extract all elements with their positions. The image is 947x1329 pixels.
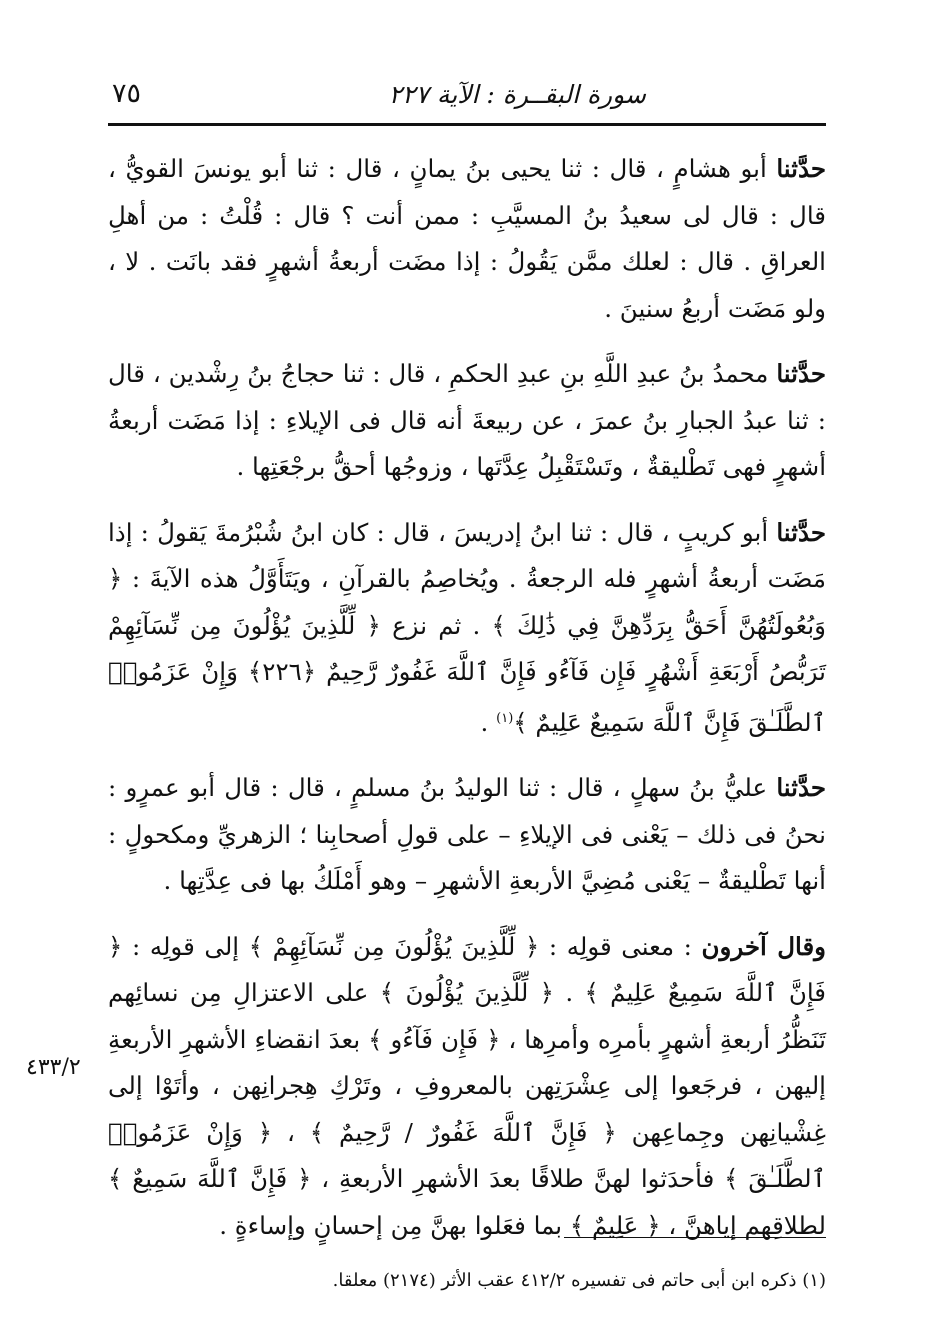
paragraph-text: أبو كريبٍ ، قال : ثنا ابنُ إدريسَ ، قال : كان ابنُ شُبْرُمةَ يَقولُ : إذا مَضَت أربعةُ أشهرٍ فله الرجعةُ . ويُخاصِمُ بالقرآنِ ، ويَتَأَوَّلُ هذه الآيةَ : ﴿ وَبُعُولَتُهُنَّ أَحَقُّ بِرَدِّهِنَّ فِي ذَٰلِكَ ﴾ . ثم نزع ﴿ لِّلَّذِينَ يُؤْلُونَ مِن نِّسَآئِهِمْ تَرَبُّصُ أَرْبَعَةِ أَشْهُرٍ فَإِن فَآءُو فَإِنَّ ٱللَّهَ غَفُورٌ رَّحِيمٌ ﴿٢٢٦﴾ وَإِنْ عَزَمُوا۟ ٱلطَّلَـٰقَ فَإِنَّ ٱللَّهَ سَمِيعٌ عَلِيمٌ ﴾ xyxy=(108,517,826,737)
paragraph-text: محمدُ بنُ عبدِ اللَّهِ بنِ عبدِ الحكمِ ، قال : ثنا حجاجُ بنُ رِشْدين ، قال : ثنا عبدُ الجبارِ بنُ عمرَ ، عن ربيعةَ أنه قال فى الإيلاءِ : إذا مَضَت أربعةُ أشهرٍ فهى تَطْليقةٌ ، وتَسْتَقْبِلُ عِدَّتَها ، وزوجُها أحقُّ برجْعَتِها . xyxy=(108,359,826,481)
footnote: (١) ذكره ابن أبى حاتم فى تفسيره ٤١٢/٢ عقب الأثر (٢١٧٤) معلقا. xyxy=(332,1270,826,1291)
paragraph-tail: . xyxy=(480,707,497,737)
footnote-reference: (١) xyxy=(496,710,514,726)
paragraph xyxy=(108,924,826,1250)
footnote-rule xyxy=(564,1237,826,1238)
header-rule xyxy=(108,123,826,126)
paragraph xyxy=(108,765,826,905)
page-header xyxy=(108,76,826,116)
paragraph-text: : معنى قولِه : ﴿ لِّلَّذِينَ يُؤْلُونَ مِن نِّسَآئِهِمْ ﴾ إلى قولِه : ﴿ فَإِنَّ ٱللَّهَ سَمِيعٌ عَلِيمٌ ﴾ . ﴿ لِّلَّذِينَ يُؤْلُونَ ﴾ على الاعتزالِ مِن نسائِهم تَنَظُّرُ أربعةِ أشهرٍ بأمرِه وأمرِها ، ﴿ فَإِن فَآءُو ﴾ بعدَ انقضاءِ الأشهرِ الأربعةِ إليهن ، فرجَعوا إلى عِشْرَتِهن بالمعروفِ ، وتَرْكِ هِجرانِهن ، وأتَوْا إلى غِشْيانِهن وجِماعِهن ﴿ فَإِنَّ ٱللَّهَ غَفُورٌ / رَّحِيمٌ ﴾ ، ﴿ وَإِنْ عَزَمُوا۟ ٱلطَّلَـٰقَ ﴾ فأحدَثوا لهنَّ طلاقًا بعدَ الأشهرِ الأربعةِ ، ﴿ فَإِنَّ ٱللَّهَ سَمِيعٌ ﴾ لطلاقِهم إياهنَّ ، ﴿ عَلِيمٌ ﴾ بما فعَلوا بهنَّ مِن إحسانٍ وإساءةٍ . xyxy=(108,931,826,1240)
page-number: ٧٥ xyxy=(112,78,142,109)
paragraph-text: أبو هشامٍ ، قال : ثنا يحيى بنُ يمانٍ ، قال : ثنا أبو يونسَ القويُّ ، قال : قال لى سعيدُ بنُ المسيَّبِ : ممن أنت ؟ قال : قُلْتُ : من أهلِ العراقِ . قال : لعلك ممَّن يَقُولُ : إذا مضَت أربعةُ أشهرٍ فقد بانَت . لا ، ولو مَضَت أربعُ سنينَ . xyxy=(108,154,826,323)
paragraph xyxy=(108,510,826,747)
paragraph-lead: حدَّثنا xyxy=(776,773,826,803)
margin-page-reference: ٤٣٣/٢ xyxy=(26,1055,81,1080)
paragraph xyxy=(108,146,826,332)
paragraph-text: عليُّ بنُ سهلٍ ، قال : ثنا الوليدُ بنُ مسلمٍ ، قال : قال أبو عمرٍو : نحنُ فى ذلك – يَعْنى فى الإيلاءِ – على قولِ أصحابِنا ؛ الزهريِّ ومكحولٍ : أنها تَطْليقةٌ – يَعْنى مُضِيَّ الأربعةِ الأشهرِ – وهو أَمْلَكُ بها فى عِدَّتِها . xyxy=(108,773,826,896)
body-text xyxy=(108,146,826,1268)
paragraph-lead: حدَّثنا xyxy=(776,517,826,547)
paragraph xyxy=(108,351,826,491)
paragraph-lead: وقال آخرون xyxy=(701,931,826,961)
running-title: سورة البقــرة : الآية ٢٢٧ xyxy=(388,80,646,109)
paragraph-lead: حدَّثنا xyxy=(776,154,826,183)
paragraph-lead: حدَّثنا xyxy=(776,359,826,388)
